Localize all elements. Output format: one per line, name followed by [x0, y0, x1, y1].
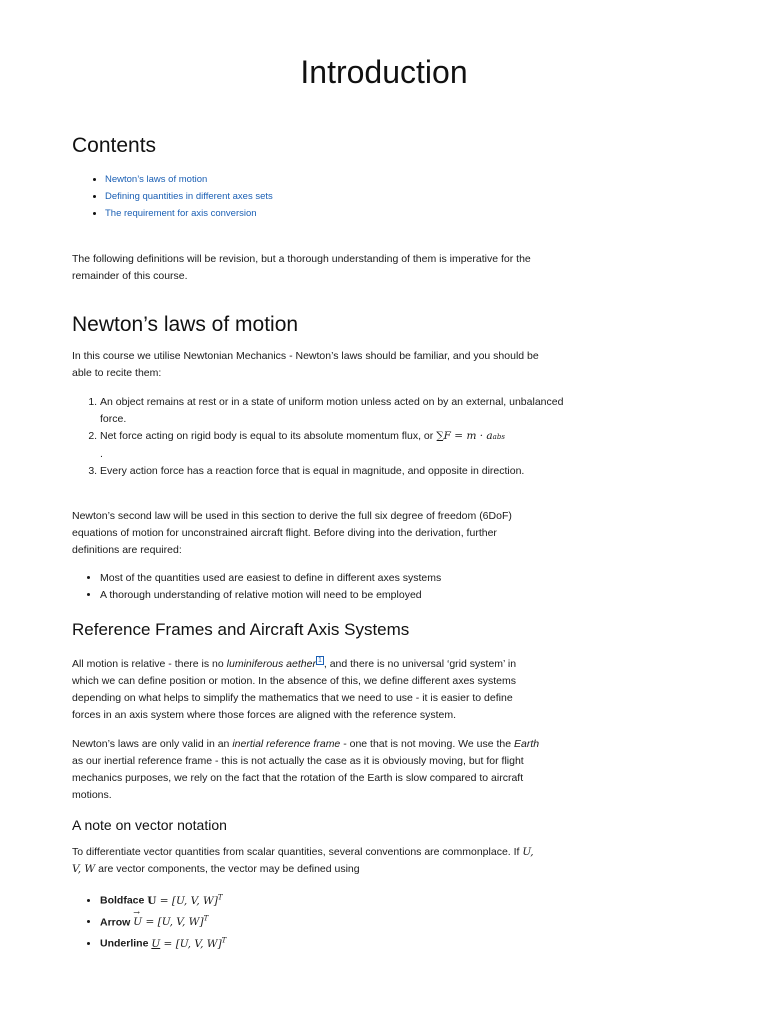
law2-equation: ∑F = m · aabs — [436, 430, 505, 442]
reference-frames-heading: Reference Frames and Aircraft Axis Systems — [72, 620, 410, 639]
vector-components: U, V, W — [72, 846, 534, 875]
list-item: • Arrow → U = [U, V, W]$^T$ — [100, 910, 570, 932]
toc-item — [105, 188, 273, 205]
law-item: 3. Every action force has a reaction force that is equal in magnitude, and opposite in direction. — [100, 463, 570, 480]
contents-heading: Contents — [72, 134, 157, 157]
law-text: Net force acting on rigid body is equal to its absolute momentum flux, or — [100, 430, 434, 442]
list-item: • A thorough understanding of relative motion will need to be employed — [100, 587, 570, 604]
footnote-link[interactable]: 1 — [317, 657, 322, 664]
newton-intro: In this course we utilise Newtonian Mechanics - Newton’s laws should be familiar, and you should be able to recite them: — [72, 350, 539, 379]
newtons-laws-list — [72, 394, 570, 480]
vector-notation-list — [72, 888, 570, 953]
list-item: • Boldface U = [U, V, W]$^T$ — [100, 888, 570, 910]
law-item: 1. An object remains at rest or in a state of uniform motion unless acted on by an external, unbalanced force. — [100, 394, 570, 428]
page-title: Introduction — [300, 54, 468, 90]
definitions-list — [72, 570, 570, 604]
earth-term: Earth — [514, 738, 540, 750]
vector-notation-heading: A note on vector notation — [72, 817, 227, 833]
toc-link-newtons-laws[interactable]: Newton’s laws of motion — [105, 174, 208, 185]
inertial-frame-paragraph: Newton’s laws are only valid in an inertial reference frame - one that is not moving. We use the Earth as our inertial reference frame - this is not actually the case as it is obviously moving, but for flight mechanics purposes, we rely on the fact that the rotation of the Earth is slow compared to aircraft motions. — [72, 738, 540, 801]
law2-period: . — [100, 448, 103, 460]
table-of-contents — [72, 171, 273, 222]
inertial-frame-term: inertial reference frame — [232, 738, 341, 750]
intro-paragraph: The following definitions will be revision, but a thorough understanding of them is imperative for the remainder of this course. — [72, 253, 531, 282]
toc-link-defining-quantities[interactable]: Defining quantities in different axes sets — [105, 191, 273, 202]
second-law-paragraph: Newton’s second law will be used in this section to derive the full six degree of freedom (6DoF) equations of motion for unconstrained aircraft flight. Before diving into the derivation, further definitions are required: — [72, 510, 512, 556]
toc-item — [105, 171, 273, 188]
law-item — [100, 428, 570, 463]
list-item: • Underline U = [U, V, W]$^T$ — [100, 931, 570, 953]
toc-item — [105, 205, 273, 222]
newton-heading: Newton’s laws of motion — [72, 313, 299, 336]
list-item: • Most of the quantities used are easiest to define in different axes systems — [100, 570, 570, 587]
relative-motion-paragraph: All motion is relative - there is no luminiferous aether $^1$ , and there is no universal ‘grid system’ in which we can define position or motion. In the absence of this, we define different axes systems depending on what helps to simplify the mathematics that we need to use - it is easier to define forces in an axis system where those forces are aligned with the reference system. — [72, 657, 517, 721]
vector-notation-paragraph: To differentiate vector quantities from scalar quantities, several conventions are commonplace. If U, V, W are vector components, the vector may be defined using — [72, 846, 534, 875]
luminiferous-aether-term: luminiferous aether — [226, 658, 316, 670]
toc-link-axis-conversion[interactable]: The requirement for axis conversion — [105, 208, 257, 219]
